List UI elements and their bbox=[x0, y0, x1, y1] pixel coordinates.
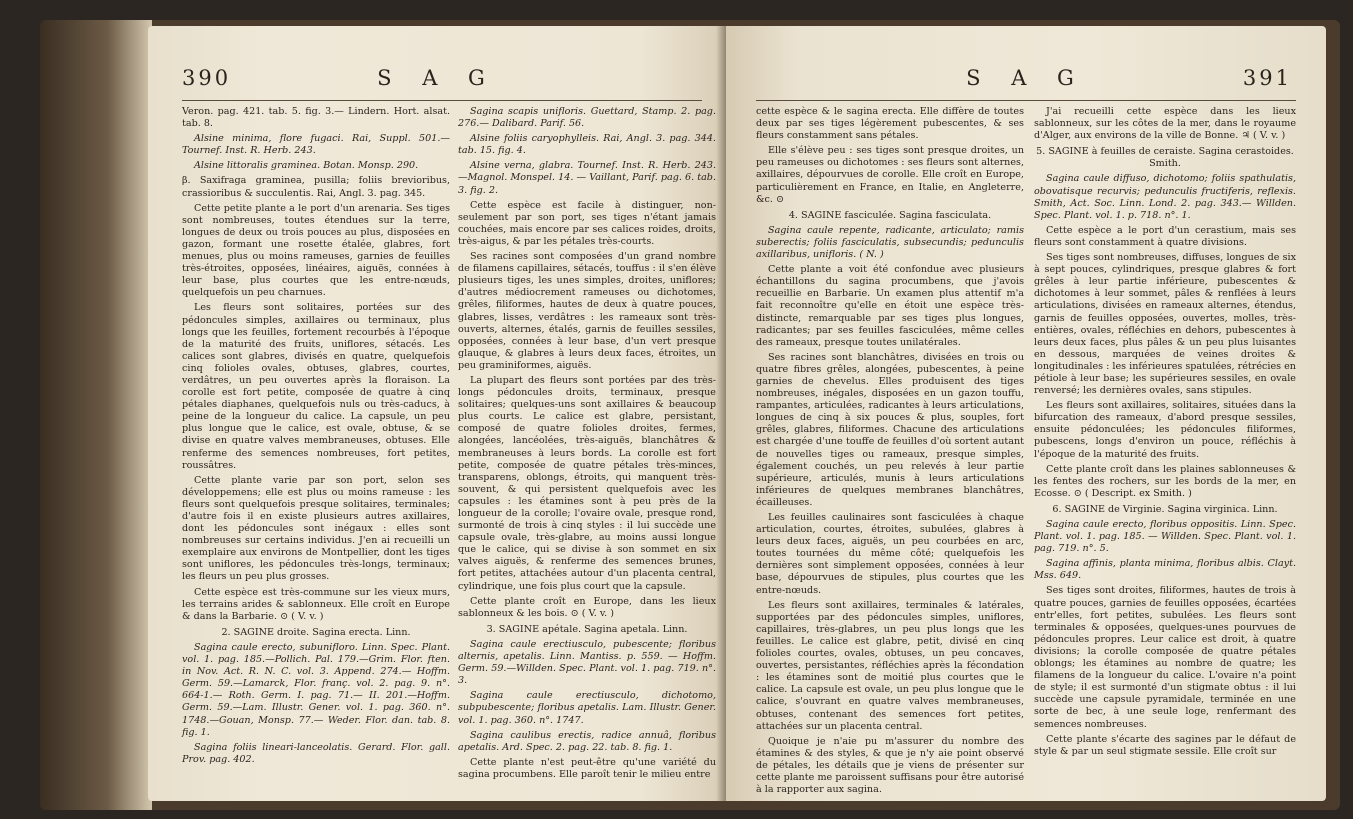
right-running-head: S A G bbox=[966, 66, 1086, 90]
paragraph: Cette plante a voit été confondue avec plusieurs échantillons du sagina procumbens, que j'avois recueillie en Barbarie. Un examen plus attentif m'a fait reconnoître qu'elle en étoit une espèce très-distincte, remarquable par ses tiges plus longues, radicantes; par ses feuilles fasciculées, même celles des rameaux, presque toutes unilatérales. bbox=[756, 264, 1024, 348]
paragraph: Les feuilles caulinaires sont fasciculées à chaque articulation, courtes, étroites, subulées, glabres à leurs deux faces, aiguës, un peu courbées en arc, toutes tournées du même côté; quelquefois les dernières sont simplement opposées, connées à leur base, dépourvues de stipules, plus courtes que les entre-nœuds. bbox=[756, 512, 1024, 596]
species-heading: 2. SAGINE droite. Sagina erecta. Linn. bbox=[221, 626, 411, 638]
paragraph: J'ai recueilli cette espèce dans les lieux sablonneux, sur les côtes de la mer, dans le royaume d'Alger, aux environs de la ville de Bonne. ♃ ( V. v. ) bbox=[1034, 106, 1296, 142]
paragraph: Alsine littoralis graminea. Botan. Monsp. 290. bbox=[194, 160, 419, 172]
species-heading: 5. SAGINE à feuilles de ceraiste. Sagina cerastoides. Smith. bbox=[1036, 146, 1294, 170]
paragraph: Sagina caule erecto, subunifloro. Linn. Spec. Plant. vol. 1. pag. 185.—Pollich. Pal. 179.—Grim. Flor. ften. in Nov. Act. R. N. C. vol. 3. Append. 274.— Hoffm. Germ. 59.—Lamarck, Flor. franç. vol. 2. pag. 9. n°. 664-1.— Roth. Germ. I. pag. 71.— II. 201.—Hoffm. Germ. 59.—Lam. Illustr. Gener. vol. 1. pag. 360. n°. 1748.—Gouan, Monsp. 77.— Weder. Flor. dan. tab. 8. fig. 1. bbox=[182, 641, 450, 738]
paragraph: Alsine foliis caryophylleis. Rai, Angl. 3. pag. 344. tab. 15. fig. 4. bbox=[458, 133, 716, 157]
right-page-number: 391 bbox=[1242, 66, 1292, 90]
species-heading: 3. SAGINE apétale. Sagina apetala. Linn. bbox=[486, 623, 688, 635]
paragraph: La plupart des fleurs sont portées par des très-longs pédoncules droits, terminaux, presque solitaires; quelques-uns sont axillaires & beaucoup plus courts. Le calice est glabre, persistant, composé de quatre folioles droites, fermes, alongées, lancéolées, très-aiguës, blanchâtres & membraneuses à leurs bords. La corolle est fort petite, composée de quatre pétales très-minces, transparens, oblongs, étroits, qui manquent très-souvent, & qui persistent quelquefois avec les capsules : les étamines sont à peu près de la longueur de la corolle; l'ovaire ovale, presque rond, surmonté de trois à cinq styles : il lui succède une capsule ovale, très-glabre, au moins aussi longue que le calice, qui se divise à son sommet en six valves aiguës, & renferme des semences brunes, fort petites, attachées autour d'un placenta central, cylindrique, une fois plus court que la capsule. bbox=[458, 374, 716, 592]
paragraph: Cette plante croît dans les plaines sablonneuses & les fentes des rochers, sur les bords de la mer, en Ecosse. ⊙ ( Descript. ex Smith. ) bbox=[1034, 463, 1296, 499]
paragraph: Sagina affinis, planta minima, floribus albis. Clayt. Mss. 649. bbox=[1034, 558, 1296, 582]
right-header-rule bbox=[756, 100, 1296, 101]
paragraph: Cette plante varie par son port, selon ses développemens; elle est plus ou moins rameuse : les fleurs sont quelquefois presque solitaires, terminales; d'autre fois il en existe plusieurs autres axillaires, dont les pédoncules sont inégaux : elles sont nombreuses sur certains individus. J'en ai recueilli un exemplaire aux environs de Montpellier, dont les tiges sont uniflores, les pédoncules très-longs, terminaux; les fleurs un peu plus grosses. bbox=[182, 474, 450, 583]
paragraph: Cette espèce est facile à distinguer, non-seulement par son port, ses tiges n'étant jamais couchées, mais encore par ses calices roides, droits, très-aigus, & par les pétales très-courts. bbox=[458, 199, 716, 247]
paragraph: Alsine minima, flore fugaci. Rai, Suppl. 501.— Tournef. Inst. R. Herb. 243. bbox=[182, 133, 450, 157]
right-column-2 bbox=[1034, 106, 1296, 786]
paragraph: Cette plante n'est peut-être qu'une variété du sagina procumbens. Elle paroît tenir le milieu entre bbox=[458, 756, 716, 780]
paragraph: Sagina scapis unifloris. Guettard, Stamp. 2. pag. 276.— Dalibard. Parif. 56. bbox=[458, 106, 716, 130]
paragraph: Ses tiges sont nombreuses, diffuses, longues de six à sept pouces, cylindriques, presque glabres & fort grêles à leur partie inférieure, pubescentes & dichotomes à leur sommet, pâles & renflées à leurs articulations, divisées en rameaux alternes, étendus, garnis de feuilles opposées, ouvertes, molles, très-entières, ovales, réfléchies en dehors, pubescentes à leurs deux faces, plus pâles & un peu plus luisantes en dessous, marquées de veines droites & longitudinales : les inférieures spatulées, rétrécies en pétiole à leur base; les supérieures sessiles, en ovale renversé; les dernières ovales, sans stipules. bbox=[1034, 252, 1296, 397]
paragraph: Ses tiges sont droites, filiformes, hautes de trois à quatre pouces, garnies de feuilles opposées, écartées entr'elles, fort petites, subulées. Les fleurs sont terminales & opposées, quelques-unes pourvues de pédoncules propres. Leur calice est droit, à quatre divisions; la corolle composée de quatre pétales oblongs; les étamines au nombre de quatre; les filamens de la longueur du calice. L'ovaire n'a point de style; il est surmonté d'un stigmate obtus : il lui succède une capsule pyramidale, terminée en une sorte de bec, à une seule loge, renfermant des semences nombreuses. bbox=[1034, 585, 1296, 730]
left-running-head: S A G bbox=[377, 66, 497, 90]
paragraph: Veron. pag. 421. tab. 5. fig. 3.— Lindern. Hort. alsat. tab. 8. bbox=[182, 106, 450, 130]
left-column-2 bbox=[458, 106, 716, 786]
paragraph: Cette espèce a le port d'un cerastium, mais ses fleurs sont constamment à quatre divisions. bbox=[1034, 224, 1296, 248]
paragraph: Les fleurs sont solitaires, portées sur des pédoncules simples, axillaires ou terminaux, plus longs que les feuilles, fortement recourbés à l'époque de la maturité des fruits, uniflores, sétacés. Les calices sont glabres, divisés en quatre, quelquefois cinq folioles ovales, obtuses, glabres, courtes, verdâtres, un peu ouvertes après la floraison. La corolle est fort petite, composée de quatre à cinq pétales diaphanes, quelquefois nuls ou très-caducs, à peine de la longueur du calice. La capsule, un peu plus longue que le calice, est ovale, obtuse, & se divise en quatre valves membraneuses, obtuses. Elle renferme des semences nombreuses, fort petites, roussâtres. bbox=[182, 302, 450, 471]
right-page-header bbox=[726, 66, 1326, 102]
left-column-1 bbox=[182, 106, 450, 786]
paragraph: Sagina caule repente, radicante, articulato; ramis suberectis; foliis fasciculatis, subsecundis; pedunculis axillaribus, unifloris. ( N. ) bbox=[756, 224, 1024, 261]
paragraph: Les fleurs sont axillaires, terminales & latérales, supportées par des pédoncules simples, uniflores, capillaires, très-glabres, un peu plus longs que les feuilles. Le calice est glabre, petit, divisé en cinq folioles courtes, ovales, obtuses, un peu concaves, ouvertes, persistantes, réfléchies après la fécondation : les étamines sont de moitié plus courtes que le calice. La capsule est ovale, un peu plus longue que le calice, s'ouvrant en quatre valves membraneuses, obtuses, contenant des semences fort petites, attachées sur un placenta central. bbox=[756, 599, 1024, 732]
right-column-1 bbox=[756, 106, 1024, 796]
paragraph: Alsine verna, glabra. Tournef. Inst. R. Herb. 243. —Magnol. Monspel. 14. — Vaillant, Parif. pag. 6. tab. 3. fig. 2. bbox=[458, 160, 716, 196]
paragraph: Sagina caule erectiusculo, pubescente; floribus alternis, apetalis. Linn. Mantiss. p. 559. — Hoffm. Germ. 59.—Willden. Spec. Plant. vol. 1. pag. 719. n°. 3. bbox=[458, 638, 716, 687]
paragraph: Cette petite plante a le port d'un arenaria. Ses tiges sont nombreuses, toutes étendues sur la terre, longues de deux ou trois pouces au plus, disposées en gazon, formant une rosette étalée, glabres, fort menues, plus ou moins rameuses, garnies de feuilles très-étroites, opposées, linéaires, aiguës, connées à leur base, plus courtes que les entre-nœuds, quelquefois un peu charnues. bbox=[182, 202, 450, 299]
paragraph: Cette plante croît en Europe, dans les lieux sablonneux & les bois. ⊙ ( V. v. ) bbox=[458, 595, 716, 619]
book bbox=[40, 20, 1340, 810]
species-heading: 4. SAGINE fasciculée. Sagina fasciculata. bbox=[788, 209, 992, 221]
paragraph: Sagina caule erecto, floribus oppositis. Linn. Spec. Plant. vol. 1. pag. 185. — Willden. Spec. Plant. vol. 1. pag. 719. n°. 5. bbox=[1034, 519, 1296, 555]
paragraph: Cette espèce est très-commune sur les vieux murs, les terrains arides & sablonneux. Elle croît en Europe & dans la Barbarie. ⊙ ( V. v. ) bbox=[182, 586, 450, 622]
left-page-number: 390 bbox=[182, 66, 232, 90]
left-page-header bbox=[148, 66, 726, 102]
paragraph: Quoique je n'aie pu m'assurer du nombre des étamines & des styles, & que je n'y aie point observé de pétales, les détails que je viens de présenter sur cette plante me paroissent suffisans pour être autorisé à la rapporter aux sagina. bbox=[756, 735, 1024, 796]
paragraph: Sagina foliis lineari-lanceolatis. Gerard. Flor. gall. Prov. pag. 402. bbox=[182, 741, 450, 765]
paragraph: cette espèce & le sagina erecta. Elle diffère de toutes deux par ses tiges légèrement pubescentes, & ses fleurs constamment sans pétales. bbox=[756, 106, 1024, 142]
paragraph: Sagina caule diffuso, dichotomo; foliis spathulatis, obovatisque recurvis; pedunculis fructiferis, reflexis. Smith, Act. Soc. Linn. Lond. 2. pag. 343.— Willden. Spec. Plant. vol. 1. p. 718. n°. 1. bbox=[1034, 173, 1296, 221]
paragraph: Cette plante s'écarte des sagines par le défaut de style & par un seul stigmate sessile. Elle croît sur bbox=[1034, 733, 1296, 757]
paragraph: Ses racines sont blanchâtres, divisées en trois ou quatre fibres grêles, alongées, pubescentes, à peine garnies de chevelus. Elles produisent des tiges nombreuses, inégales, disposées en un gazon touffu, rampantes, articulées, radicantes à leurs articulations, longues de cinq à six pouces & plus, souples, fort grêles, glabres, filiformes. Chacune des articulations est chargée d'une touffe de feuilles d'où sortent autant de nouvelles tiges ou rameaux, presque simples, également couchés, un peu relevés à leur partie supérieure, articulés, munis à leurs articulations inférieures de quelques membranes blanchâtres, écailleuses. bbox=[756, 351, 1024, 508]
right-page bbox=[726, 26, 1326, 801]
paragraph: Elle s'élève peu : ses tiges sont presque droites, un peu rameuses ou dichotomes : ses fleurs sont alternes, axillaires, dépourvues de corolle. Elle croît en Europe, particulièrement en France, en Italie, en Angleterre, &c. ⊙ bbox=[756, 145, 1024, 205]
paragraph: Sagina caule erectiusculo, dichotomo, subpubescente; floribus apetalis. Lam. Illustr. Gener. vol. 1. pag. 360. n°. 1747. bbox=[458, 690, 716, 726]
left-header-rule bbox=[182, 100, 702, 101]
paragraph: Ses racines sont composées d'un grand nombre de filamens capillaires, sétacés, touffus : il s'en élève plusieurs tiges, les unes simples, droites, uniflores; d'autres médiocrement rameuses ou dichotomes, grêles, filiformes, hautes de deux à quatre pouces, glabres, lisses, verdâtres : les rameaux sont très-ouverts, alternes, étalés, garnis de feuilles sessiles, opposées, connées à leur base, d'un vert presque glauque, & glabres à leurs deux faces, étroites, un peu graminiformes, aiguës. bbox=[458, 251, 716, 371]
paragraph: Sagina caulibus erectis, radice annuâ, floribus apetalis. Ard. Spec. 2. pag. 22. tab. 8. fig. 1. bbox=[458, 729, 716, 753]
left-page bbox=[148, 26, 726, 801]
paragraph: β. Saxifraga graminea, pusilla; foliis brevioribus, crassioribus & succulentis. Rai, Angl. 3. pag. 345. bbox=[182, 175, 450, 199]
species-heading: 6. SAGINE de Virginie. Sagina virginica. Linn. bbox=[1052, 503, 1278, 515]
paragraph: Les fleurs sont axillaires, solitaires, situées dans la bifurcation des rameaux, d'abord presque sessiles, ensuite pédonculées; les pédoncules filiformes, pubescens, longs d'environ un pouce, réfléchis à l'époque de la maturité des fruits. bbox=[1034, 400, 1296, 460]
book-fore-edge bbox=[40, 20, 152, 810]
